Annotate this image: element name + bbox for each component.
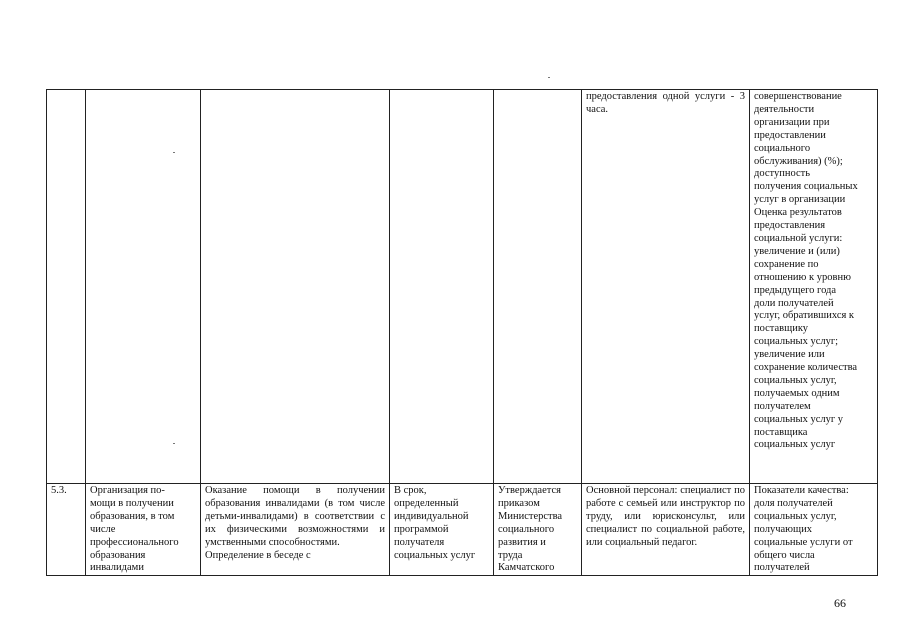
scan-speck — [173, 152, 175, 153]
scan-speck — [548, 77, 550, 78]
cell-deadline — [390, 90, 494, 484]
scan-speck — [173, 443, 175, 444]
cell-conditions: Основной персонал: специалист по работе с семьей или инструктор по труду, или юрисконсульт, или специалист по социальной работе, или социальный педагог. — [582, 484, 750, 576]
cell-deadline: В срок, определенный индивидуальной программой получателя социальных услуг — [390, 484, 494, 576]
cell-approval: Утверждается приказом Министерства социального развития и труда Камчатского — [494, 484, 582, 576]
page-number: 66 — [834, 596, 846, 610]
table-row-5-3 — [47, 484, 878, 576]
cell-number — [47, 90, 86, 484]
cell-quality-indicators: совершенствование деятельности организации при предоставлении социального обслуживания) (%); доступность получения социальных услуг в организации Оценка результатов предоставления социальной услуги: увеличение и (или) сохранение по отношению к уровню предыдущего года доли получателей услуг, обратившихся к поставщику социальных услуг; увеличение или сохранение количества социальных услуг, получаемых одним получателем социальных услуг у поставщика социальных услуг — [750, 90, 878, 484]
cell-approval — [494, 90, 582, 484]
cell-quality-indicators: Показатели качества: доля получателей социальных услуг, получающих социальные услуги от общего числа получателей — [750, 484, 878, 576]
cell-service-description: Оказание помощи в получении образования инвалидами (в том числе детьми-инвалидами) в соответствии с их физическими возможностями и умственными способностями. Определение в беседе с — [201, 484, 390, 576]
cell-service-description — [201, 90, 390, 484]
cell-service-name — [86, 90, 201, 484]
services-table — [46, 89, 878, 576]
cell-service-name: Организация по- мощи в получении образования, в том числе профессионального образования инвалидами — [86, 484, 201, 576]
cell-number: 5.3. — [47, 484, 86, 576]
table-row-continuation — [47, 90, 878, 484]
cell-conditions: предоставления одной услуги - 3 часа. — [582, 90, 750, 484]
